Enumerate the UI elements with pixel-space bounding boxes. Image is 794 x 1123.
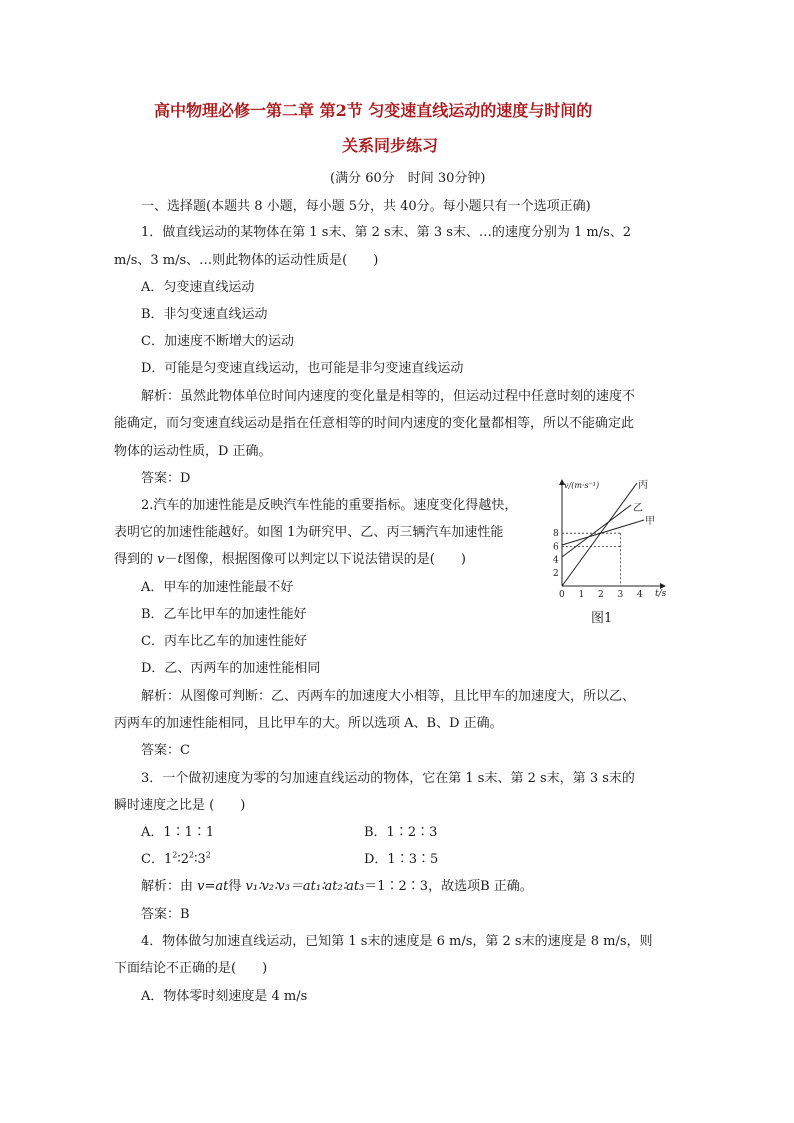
page-subtitle: (满分 60分 时间 30分钟) (330, 171, 486, 186)
q1-option-a: A．匀变速直线运动 (141, 280, 255, 295)
y-tick-label: 8 (553, 529, 559, 540)
x-tick-label: 2 (598, 590, 604, 600)
q2-option-a: A．甲车的加速性能最不好 (141, 580, 294, 595)
q3-option-c-mid1: ∶2 (177, 852, 189, 867)
q2-option-d: D．乙、丙两车的加速性能相同 (141, 661, 321, 676)
exp: 2 (205, 850, 211, 860)
q2-stem-text: 得到的 (114, 552, 158, 567)
q3-analysis-suffix: ＝1∶2∶3，故选项B 正确。 (364, 879, 533, 894)
q1-analysis-line-2: 能确定，而匀变速直线运动是指在任意相等的时间内速度的变化量都相等，所以不能确定此 (114, 416, 635, 431)
figure-1-vt-graph (549, 478, 671, 600)
q3-option-c-base: C．1 (141, 852, 173, 867)
section-heading: 一、选择题(本题共 8 小题，每小题 5分，共 40分。每小题只有一个选项正确) (141, 199, 591, 214)
x-tick-label: 3 (617, 590, 624, 600)
q1-option-c: C．加速度不断增大的运动 (141, 334, 294, 349)
q3-option-b: B．1∶2∶3 (364, 825, 438, 840)
y-axis-label: v/(m·s⁻¹) (564, 481, 600, 490)
q2-stem-line-1: 2.汽车的加速性能是反映汽车性能的重要指标。速度变化得越快， (141, 498, 518, 513)
q4-stem-line-1: 4．物体做匀加速直线运动，已知第 1 s末的速度是 6 m/s，第 2 s末的速度是 8 m/s，则 (141, 934, 653, 949)
q1-answer: 答案：D (141, 471, 191, 486)
q2-answer: 答案：C (141, 743, 190, 758)
q3-analysis-prefix: 解析：由 (141, 879, 198, 894)
y-tick-label: 2 (553, 568, 559, 579)
q3-stem-line-1: 3．一个做初速度为零的匀加速直线运动的物体，它在第 1 s末、第 2 s末，第 3 s末的 (141, 771, 635, 786)
q4-stem-line-2: 下面结论不正确的是( ) (114, 961, 268, 976)
q3-option-c-mid2: ∶3 (194, 852, 206, 867)
q3-option-a: A．1∶1∶1 (141, 825, 215, 840)
x-tick-label: 1 (578, 590, 585, 600)
exp: 2 (188, 850, 195, 860)
q3-analysis-mid: 得 (228, 879, 246, 894)
x-tick-label: 0 (559, 590, 565, 600)
q3-formula: v=at (197, 879, 229, 894)
page-title-line-2: 关系同步练习 (342, 136, 439, 155)
y-tick-label: 4 (553, 555, 559, 566)
page-title-line-1: 高中物理必修一第二章 第2节 匀变速直线运动的速度与时间的 (154, 101, 593, 120)
q1-analysis-line-3: 物体的运动性质，D 正确。 (114, 444, 272, 459)
q2-option-c: C．丙车比乙车的加速性能好 (141, 634, 307, 649)
q2-analysis-line-2: 丙两车的加速性能相同，且比甲车的大。所以选项 A、B、D 正确。 (114, 716, 503, 731)
q1-stem-line-1: 1．做直线运动的某物体在第 1 s末、第 2 s末、第 3 s末、…的速度分别为 1 m/s、2 (141, 225, 632, 240)
label-jia: 甲 (645, 516, 655, 527)
y-tick-label: 6 (553, 542, 559, 553)
q1-stem-line-2: m/s、3 m/s、…则此物体的运动性质是( ) (114, 253, 379, 268)
q2-stem-line-2: 表明它的加速性能越好。如图 1为研究甲、乙、丙三辆汽车加速性能 (114, 525, 504, 540)
q2-stem-text-end: 图像，根据图像可以判定以下说法错误的是( ) (182, 552, 466, 567)
q3-analysis (141, 878, 533, 896)
label-bing: 丙 (638, 480, 648, 491)
q1-option-b: B．非匀变速直线运动 (141, 307, 268, 322)
q1-analysis-line-1: 解析：虽然此物体单位时间内速度的变化量是相等的，但运动过程中任意时刻的速度不 (141, 389, 636, 404)
q3-answer: 答案：B (141, 907, 190, 922)
q2-analysis-line-1: 解析：从图像可判断：乙、丙两车的加速度大小相等，且比甲车的加速度大，所以乙、 (141, 689, 636, 704)
dash: － (164, 552, 178, 567)
q3-stem-line-2: 瞬时速度之比是 ( ) (114, 798, 246, 813)
q3-option-c (141, 851, 211, 869)
exp: 2 (172, 850, 178, 860)
q3-ratio: v₁∶v₂∶v₃＝at₁∶at₂∶at₃ (245, 879, 365, 894)
q2-option-b: B．乙车比甲车的加速性能好 (141, 607, 307, 622)
q2-stem-line-3 (114, 551, 466, 569)
q1-option-d: D．可能是匀变速直线运动，也可能是非匀变速直线运动 (141, 361, 464, 376)
q3-option-d: D．1∶3∶5 (364, 852, 439, 867)
q4-option-a: A．物体零时刻速度是 4 m/s (141, 989, 308, 1004)
figure-1-caption: 图1 (591, 611, 613, 626)
var-t: t (177, 552, 183, 567)
x-axis-label: t/s (655, 589, 667, 599)
var-v: v (157, 552, 165, 567)
line-bing (562, 483, 637, 586)
x-tick-label: 4 (637, 590, 643, 600)
label-yi: 乙 (633, 503, 643, 514)
line-jia (562, 520, 644, 545)
